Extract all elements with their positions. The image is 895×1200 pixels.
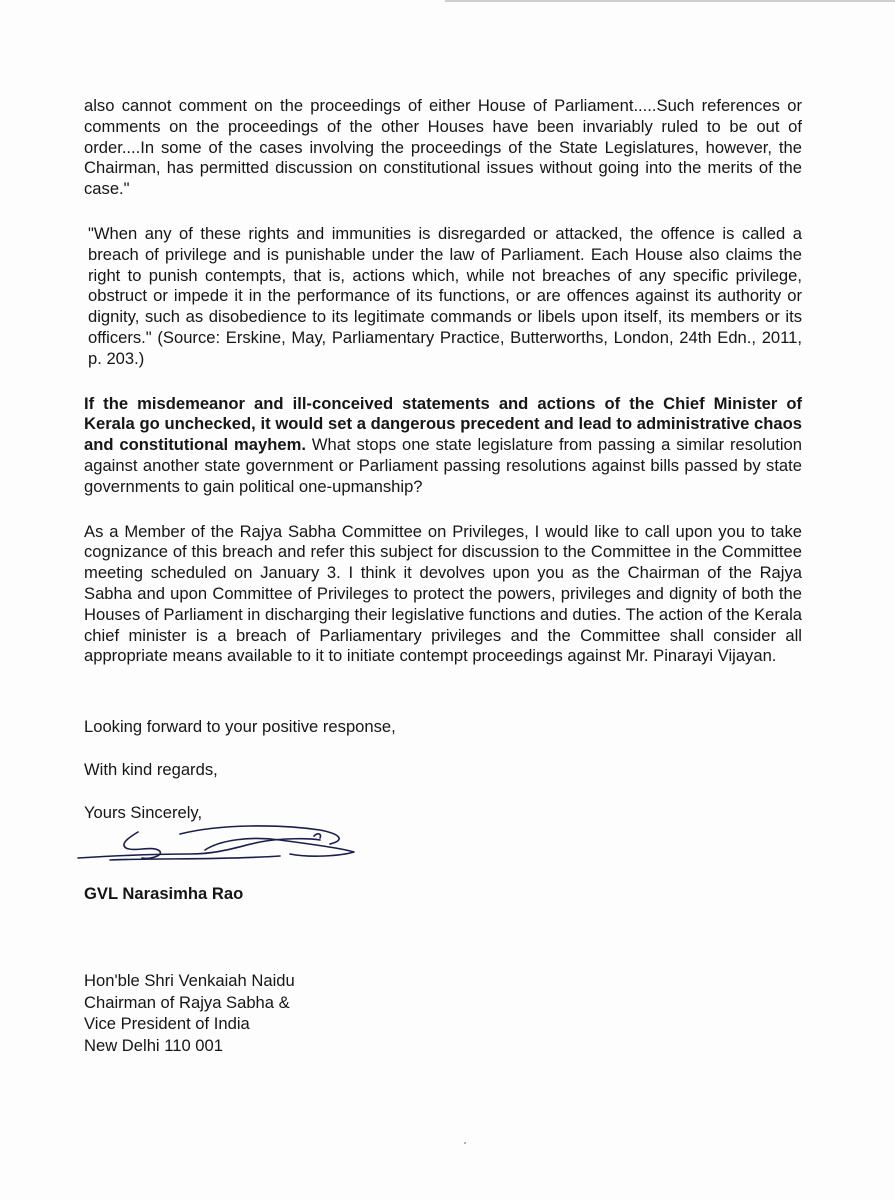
handwritten-signature	[70, 810, 370, 870]
paragraph-kerala-concern	[84, 394, 802, 498]
paper-speck	[464, 1142, 466, 1144]
closing-line: Looking forward to your positive response,	[84, 717, 396, 736]
address-line: Chairman of Rajya Sabha &	[84, 992, 290, 1012]
page-top-edge	[445, 0, 895, 2]
paragraph-continuation: What stops one state legislature from passing a similar resolution against another state government or Parliament passing resolutions against bills passed by state governments to gain political one-upmanship?	[84, 435, 802, 496]
paragraph-quote-continuation: also cannot comment on the proceedings of either House of Parliament.....Such references or comments on the proceedings of the other Houses have been invariably ruled to be out of order....In some of the cases involving the proceedings of the State Legislatures, however, the Chairman, has permitted discussion on constitutional issues without going into the merits of the case."	[84, 96, 802, 199]
signer-name: GVL Narasimha Rao	[84, 884, 244, 903]
letter-closing	[84, 717, 684, 823]
bold-statement: If the misdemeanor and ill-conceived statements and actions of the Chief Minister of Kerala go unchecked, it would set a dangerous precedent and lead to administrative chaos and constitutional mayhem.	[84, 393, 802, 455]
recipient-address	[84, 970, 295, 1056]
regards-line: With kind regards,	[84, 759, 218, 779]
paragraph-request: As a Member of the Rajya Sabha Committee on Privileges, I would like to call upon you to take cognizance of this breach and refer this subject for discussion to the Committee in the Committee meeting scheduled on January 3. I think it devolves upon you as the Chairman of the Rajya Sabha and upon Committee of Privileges to protect the powers, privileges and dignity of both the Houses of Parliament in discharging their legislative functions and duties. The action of the Kerala chief minister is a breach of Parliamentary privileges and the Committee shall consider all appropriate means available to it to initiate contempt proceedings against Mr. Pinarayi Vijayan.	[84, 521, 802, 666]
address-line: New Delhi 110 001	[84, 1035, 223, 1055]
address-line: Hon'ble Shri Venkaiah Naidu	[84, 971, 295, 990]
sincerely-line: Yours Sincerely,	[84, 802, 203, 822]
paragraph-privilege-quote: "When any of these rights and immunities is disregarded or attacked, the offence is called a breach of privilege and is punishable under the law of Parliament. Each House also claims the right to punish contempts, that is, actions which, while not breaches of any specific privilege, obstruct or impede it in the performance of its functions, or are offences against its authority or dignity, such as disobedience to its legitimate commands or libels upon itself, its members or its officers." (Source: Erskine, May, Parliamentary Practice, Butterworths, London, 24th Edn., 2011, p. 203.)	[88, 223, 802, 368]
letter-body	[84, 96, 802, 691]
address-line: Vice President of India	[84, 1014, 250, 1033]
